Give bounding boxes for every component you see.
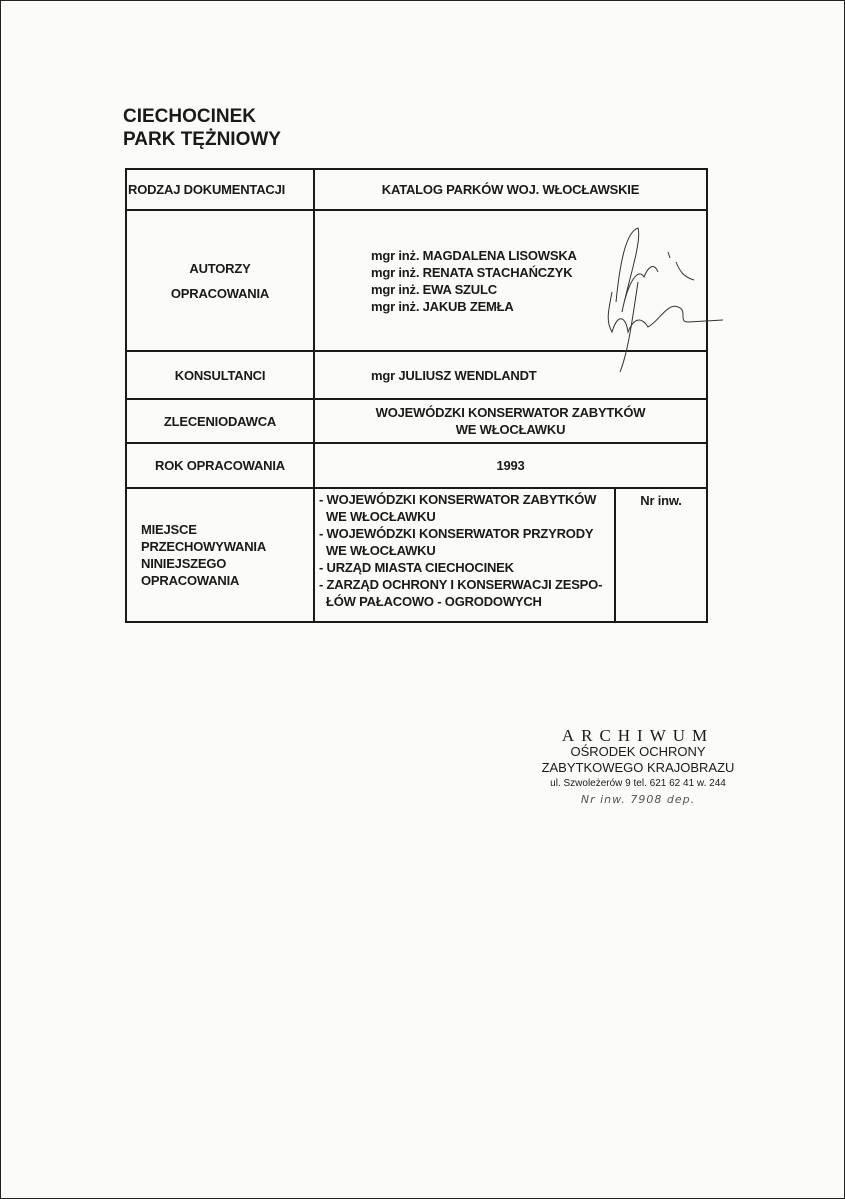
row-value — [314, 399, 707, 443]
label-line: MIEJSCE — [141, 522, 197, 537]
table-row — [126, 443, 707, 488]
label-line: NINIEJSZEGO — [141, 556, 227, 571]
locations-list — [314, 488, 615, 622]
inventory-number-label: Nr inw. — [615, 488, 707, 622]
row-label — [126, 210, 314, 351]
author: mgr inż. MAGDALENA LISOWSKA — [371, 247, 577, 263]
stamp-archiwum: ARCHIWUM — [561, 726, 715, 745]
document-title — [123, 105, 281, 151]
label-line: AUTORZY — [189, 260, 251, 276]
signature — [598, 222, 728, 382]
table-row — [126, 399, 707, 443]
row-label: RODZAJ DOKUMENTACJI — [126, 169, 314, 210]
location: - ZARZĄD OCHRONY I KONSERWACJI ZESPO-ŁÓW PAŁACOWO - OGRODOWYCH — [319, 577, 603, 609]
row-value: mgr JULIUSZ WENDLANDT — [314, 351, 707, 399]
location: - WOJEWÓDZKI KONSERWATOR PRZYRODY WE WŁOCŁAWKU — [319, 526, 594, 558]
row-value: KATALOG PARKÓW WOJ. WŁOCŁAWSKIE — [314, 169, 707, 210]
archive-stamp — [538, 728, 738, 808]
title-line-1: CIECHOCINEK — [123, 106, 257, 127]
author: mgr inż. JAKUB ZEMŁA — [371, 298, 514, 314]
stamp-address: ul. Szwoleżerów 9 tel. 621 62 41 w. 244 — [550, 778, 726, 789]
label-line: PRZECHOWYWANIA — [141, 539, 267, 554]
table-row — [126, 488, 707, 622]
location: - WOJEWÓDZKI KONSERWATOR ZABYTKÓW WE WŁOCŁAWKU — [319, 492, 597, 524]
row-label: KONSULTANCI — [126, 351, 314, 399]
author: mgr inż. RENATA STACHAŃCZYK — [371, 264, 573, 280]
table-row — [126, 169, 707, 210]
author: mgr inż. EWA SZULC — [371, 281, 497, 297]
row-label — [126, 488, 314, 622]
handwritten-inventory-number: Nr inw. 7908 dep. — [580, 793, 696, 806]
value-line: WOJEWÓDZKI KONSERWATOR ZABYTKÓW — [375, 405, 646, 420]
row-value: 1993 — [314, 443, 707, 488]
row-label: ZLECENIODAWCA — [126, 399, 314, 443]
stamp-line-2: OŚRODEK OCHRONY — [570, 744, 706, 759]
label-line: OPRACOWANIA — [170, 285, 270, 301]
location: - URZĄD MIASTA CIECHOCINEK — [319, 560, 514, 575]
stamp-line-3: ZABYTKOWEGO KRAJOBRAZU — [541, 760, 735, 775]
row-label: ROK OPRACOWANIA — [126, 443, 314, 488]
title-line-2: PARK TĘŻNIOWY — [123, 129, 281, 150]
label-line: OPRACOWANIA — [141, 573, 240, 588]
value-line: WE WŁOCŁAWKU — [455, 422, 566, 437]
